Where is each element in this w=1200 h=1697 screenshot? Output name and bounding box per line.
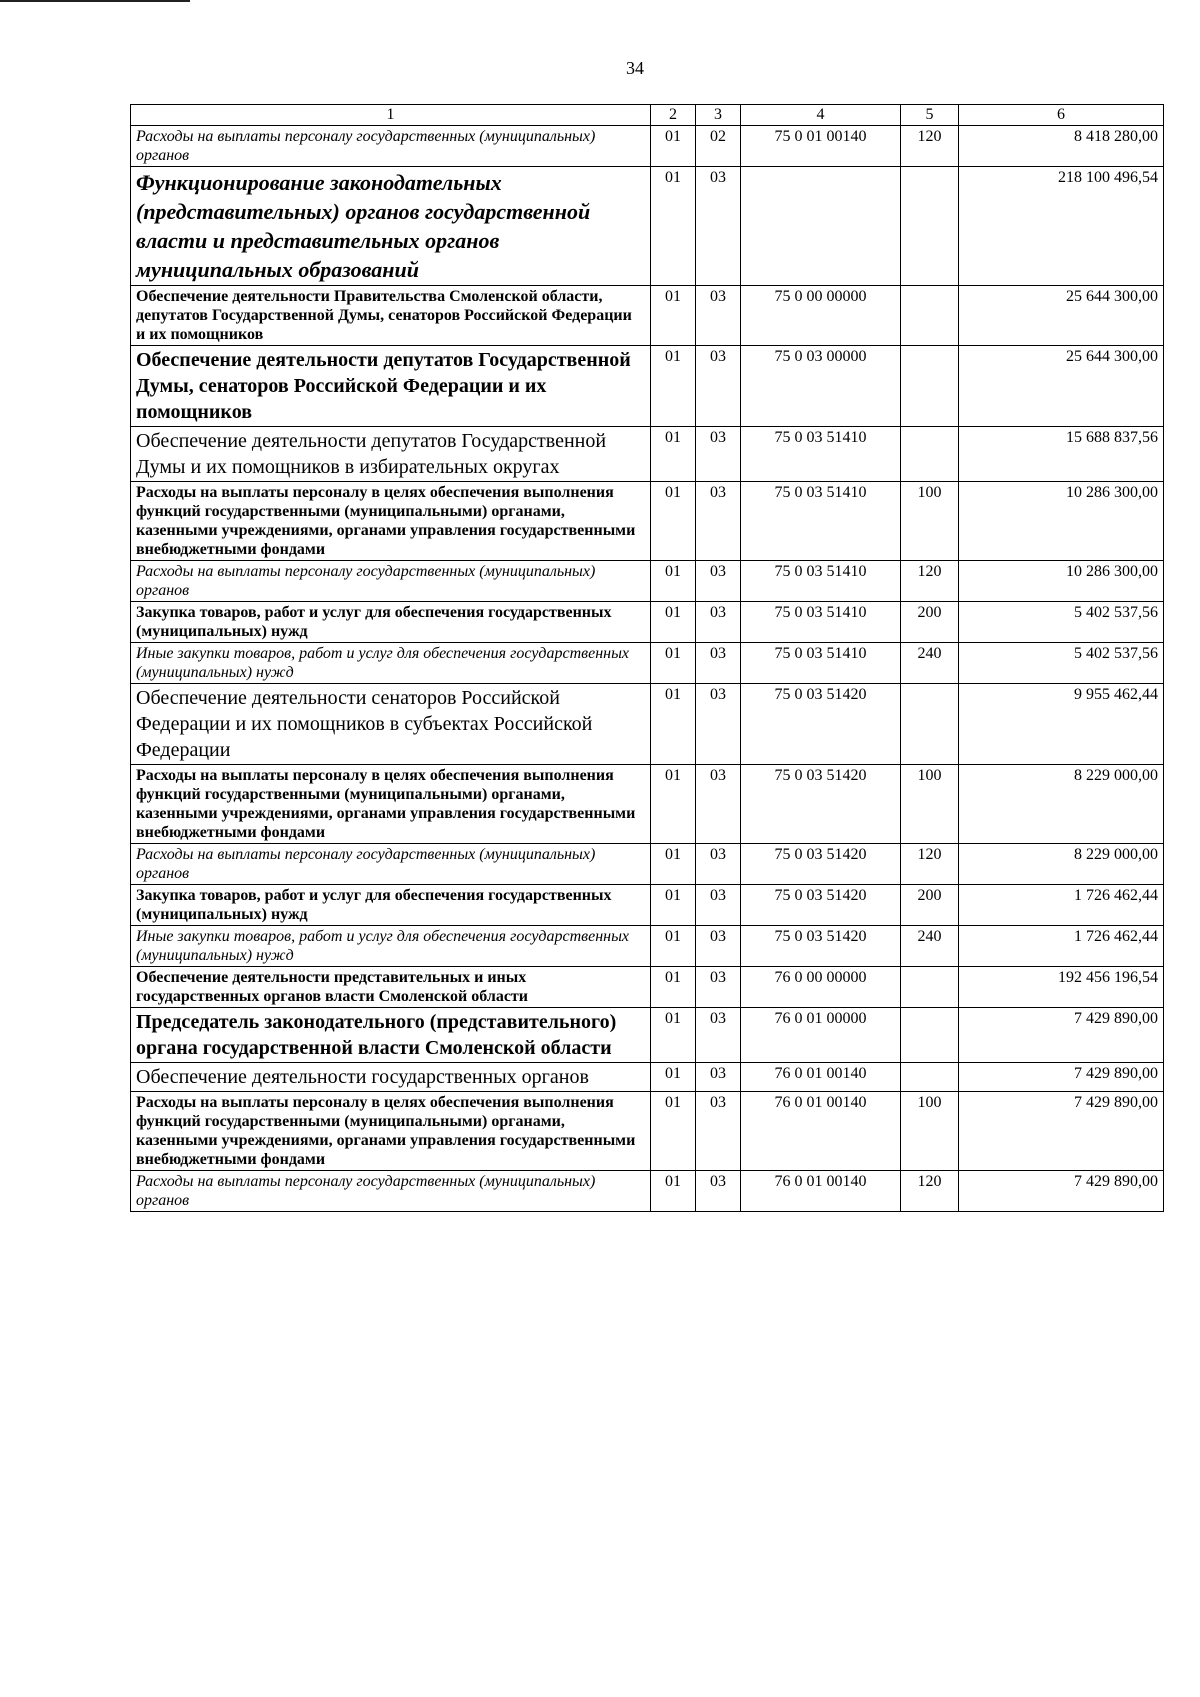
section-code: 01 [651, 1063, 696, 1092]
table-row [131, 684, 1164, 765]
subsection-code: 03 [696, 765, 741, 844]
budget-table [130, 104, 1164, 1212]
item-name: Обеспечение деятельности государственных органов [131, 1063, 651, 1092]
page-number: 34 [626, 58, 644, 78]
item-name: Расходы на выплаты персоналу государственных (муниципальных) органов [131, 561, 651, 602]
amount: 15 688 837,56 [959, 427, 1164, 482]
table-row [131, 885, 1164, 926]
table-row [131, 1171, 1164, 1212]
expense-type-code: 120 [901, 561, 959, 602]
expense-type-code [901, 286, 959, 346]
amount: 1 726 462,44 [959, 926, 1164, 967]
column-number-row [131, 105, 1164, 126]
scan-edge-line [0, 0, 190, 2]
table-row [131, 427, 1164, 482]
target-article-code: 75 0 00 00000 [741, 286, 901, 346]
target-article-code: 75 0 03 51420 [741, 844, 901, 885]
section-code: 01 [651, 967, 696, 1008]
item-name: Обеспечение деятельности Правительства Смоленской области, депутатов Государственной Думы, сенаторов Российской Федерации и их помощников [131, 286, 651, 346]
subsection-code: 03 [696, 167, 741, 286]
section-code: 01 [651, 643, 696, 684]
subsection-code: 03 [696, 643, 741, 684]
target-article-code: 75 0 03 51410 [741, 427, 901, 482]
expense-type-code [901, 1008, 959, 1063]
item-name: Закупка товаров, работ и услуг для обеспечения государственных (муниципальных) нужд [131, 602, 651, 643]
target-article-code: 75 0 03 51420 [741, 926, 901, 967]
target-article-code: 75 0 03 51420 [741, 684, 901, 765]
table-row [131, 602, 1164, 643]
section-code: 01 [651, 602, 696, 643]
target-article-code: 76 0 00 00000 [741, 967, 901, 1008]
table-row [131, 126, 1164, 167]
expense-type-code [901, 684, 959, 765]
section-code: 01 [651, 1008, 696, 1063]
amount: 25 644 300,00 [959, 346, 1164, 427]
expense-type-code: 100 [901, 482, 959, 561]
amount: 5 402 537,56 [959, 602, 1164, 643]
table-row [131, 561, 1164, 602]
expense-type-code [901, 167, 959, 286]
amount: 8 229 000,00 [959, 765, 1164, 844]
expense-type-code [901, 346, 959, 427]
target-article-code: 76 0 01 00140 [741, 1171, 901, 1212]
subsection-code: 02 [696, 126, 741, 167]
item-name: Расходы на выплаты персоналу государственных (муниципальных) органов [131, 844, 651, 885]
expense-type-code: 200 [901, 885, 959, 926]
target-article-code: 76 0 01 00140 [741, 1092, 901, 1171]
amount: 7 429 890,00 [959, 1008, 1164, 1063]
target-article-code: 75 0 03 51420 [741, 885, 901, 926]
table-row [131, 1092, 1164, 1171]
amount: 5 402 537,56 [959, 643, 1164, 684]
amount: 7 429 890,00 [959, 1063, 1164, 1092]
subsection-code: 03 [696, 1092, 741, 1171]
amount: 192 456 196,54 [959, 967, 1164, 1008]
subsection-code: 03 [696, 427, 741, 482]
target-article-code: 75 0 03 51410 [741, 602, 901, 643]
target-article-code: 75 0 03 51410 [741, 561, 901, 602]
section-code: 01 [651, 482, 696, 561]
column-number-4: 4 [741, 105, 901, 126]
item-name: Обеспечение деятельности представительных и иных государственных органов власти Смоленской области [131, 967, 651, 1008]
amount: 7 429 890,00 [959, 1092, 1164, 1171]
item-name: Обеспечение деятельности депутатов Государственной Думы и их помощников в избирательных округах [131, 427, 651, 482]
section-code: 01 [651, 1092, 696, 1171]
section-code: 01 [651, 926, 696, 967]
amount: 9 955 462,44 [959, 684, 1164, 765]
target-article-code: 75 0 03 00000 [741, 346, 901, 427]
table-row [131, 1008, 1164, 1063]
amount: 25 644 300,00 [959, 286, 1164, 346]
table-row [131, 482, 1164, 561]
subsection-code: 03 [696, 1008, 741, 1063]
section-code: 01 [651, 126, 696, 167]
table-row [131, 346, 1164, 427]
target-article-code: 75 0 03 51410 [741, 482, 901, 561]
section-code: 01 [651, 765, 696, 844]
subsection-code: 03 [696, 967, 741, 1008]
column-number-6: 6 [959, 105, 1164, 126]
column-number-3: 3 [696, 105, 741, 126]
target-article-code [741, 167, 901, 286]
expense-type-code: 120 [901, 844, 959, 885]
target-article-code: 75 0 01 00140 [741, 126, 901, 167]
item-name: Иные закупки товаров, работ и услуг для обеспечения государственных (муниципальных) нужд [131, 926, 651, 967]
target-article-code: 76 0 01 00140 [741, 1063, 901, 1092]
item-name: Закупка товаров, работ и услуг для обеспечения государственных (муниципальных) нужд [131, 885, 651, 926]
table-row [131, 643, 1164, 684]
column-number-1: 1 [131, 105, 651, 126]
target-article-code: 76 0 01 00000 [741, 1008, 901, 1063]
item-name: Расходы на выплаты персоналу в целях обеспечения выполнения функций государственными (муниципальными) органами, казенными учреждениями, органами управления государственными внебюджетными фондами [131, 765, 651, 844]
amount: 8 229 000,00 [959, 844, 1164, 885]
subsection-code: 03 [696, 1063, 741, 1092]
amount: 10 286 300,00 [959, 482, 1164, 561]
subsection-code: 03 [696, 1171, 741, 1212]
expense-type-code [901, 1063, 959, 1092]
amount: 218 100 496,54 [959, 167, 1164, 286]
expense-type-code [901, 427, 959, 482]
expense-type-code: 100 [901, 765, 959, 844]
item-name: Функционирование законодательных (представительных) органов государственной власти и представительных органов муниципальных образований [131, 167, 651, 286]
amount: 1 726 462,44 [959, 885, 1164, 926]
subsection-code: 03 [696, 286, 741, 346]
column-number-2: 2 [651, 105, 696, 126]
subsection-code: 03 [696, 684, 741, 765]
subsection-code: 03 [696, 885, 741, 926]
table-row [131, 765, 1164, 844]
expense-type-code [901, 967, 959, 1008]
subsection-code: 03 [696, 482, 741, 561]
section-code: 01 [651, 167, 696, 286]
section-code: 01 [651, 684, 696, 765]
item-name: Расходы на выплаты персоналу в целях обеспечения выполнения функций государственными (муниципальными) органами, казенными учреждениями, органами управления государственными внебюджетными фондами [131, 482, 651, 561]
item-name: Обеспечение деятельности депутатов Государственной Думы, сенаторов Российской Федерации и их помощников [131, 346, 651, 427]
table-row [131, 967, 1164, 1008]
table-row [131, 926, 1164, 967]
amount: 8 418 280,00 [959, 126, 1164, 167]
expense-type-code: 100 [901, 1092, 959, 1171]
section-code: 01 [651, 427, 696, 482]
section-code: 01 [651, 844, 696, 885]
expense-type-code: 240 [901, 643, 959, 684]
section-code: 01 [651, 561, 696, 602]
column-number-5: 5 [901, 105, 959, 126]
item-name: Расходы на выплаты персоналу в целях обеспечения выполнения функций государственными (муниципальными) органами, казенными учреждениями, органами управления государственными внебюджетными фондами [131, 1092, 651, 1171]
subsection-code: 03 [696, 346, 741, 427]
table-row [131, 167, 1164, 286]
budget-table-body [131, 105, 1164, 1212]
amount: 10 286 300,00 [959, 561, 1164, 602]
item-name: Обеспечение деятельности сенаторов Российской Федерации и их помощников в субъектах Российской Федерации [131, 684, 651, 765]
subsection-code: 03 [696, 926, 741, 967]
table-row [131, 1063, 1164, 1092]
item-name: Председатель законодательного (представительного) органа государственной власти Смоленской области [131, 1008, 651, 1063]
subsection-code: 03 [696, 602, 741, 643]
item-name: Иные закупки товаров, работ и услуг для обеспечения государственных (муниципальных) нужд [131, 643, 651, 684]
subsection-code: 03 [696, 844, 741, 885]
section-code: 01 [651, 885, 696, 926]
target-article-code: 75 0 03 51410 [741, 643, 901, 684]
section-code: 01 [651, 1171, 696, 1212]
target-article-code: 75 0 03 51420 [741, 765, 901, 844]
table-row [131, 286, 1164, 346]
table-row [131, 844, 1164, 885]
section-code: 01 [651, 346, 696, 427]
expense-type-code: 120 [901, 1171, 959, 1212]
item-name: Расходы на выплаты персоналу государственных (муниципальных) органов [131, 1171, 651, 1212]
expense-type-code: 120 [901, 126, 959, 167]
expense-type-code: 200 [901, 602, 959, 643]
item-name: Расходы на выплаты персоналу государственных (муниципальных) органов [131, 126, 651, 167]
section-code: 01 [651, 286, 696, 346]
expense-type-code: 240 [901, 926, 959, 967]
subsection-code: 03 [696, 561, 741, 602]
amount: 7 429 890,00 [959, 1171, 1164, 1212]
